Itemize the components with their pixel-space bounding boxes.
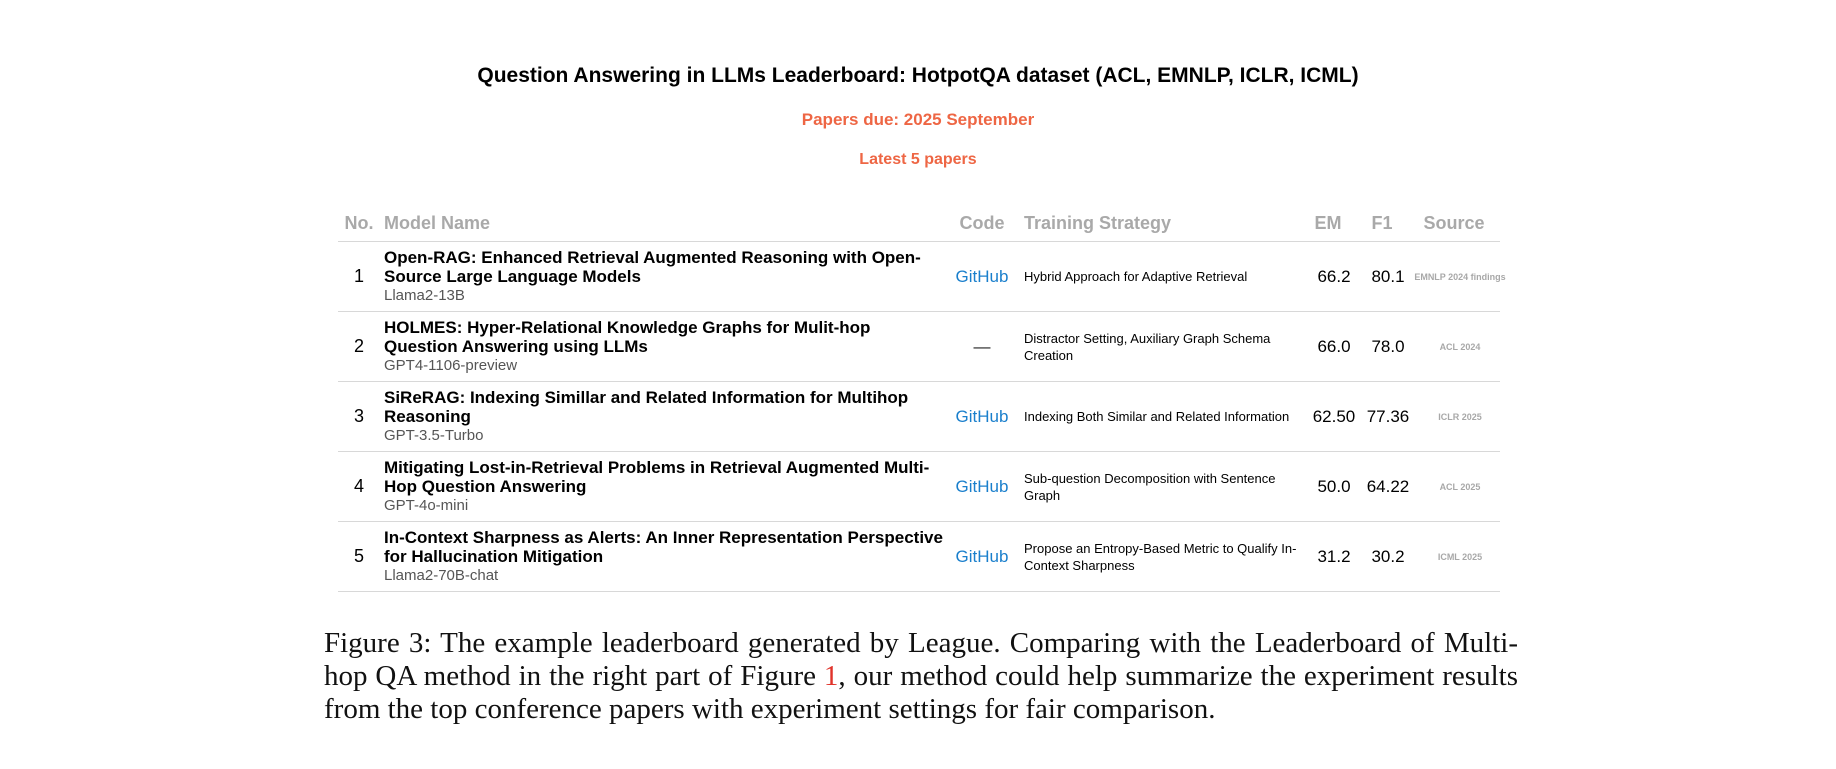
model-cell <box>380 528 944 585</box>
latest-papers-label: Latest 5 papers <box>859 151 977 168</box>
table-row <box>338 452 1500 522</box>
model-cell <box>380 318 944 375</box>
source-venue: EMNLP 2024 findings <box>1414 271 1506 282</box>
paper-title: SiReRAG: Indexing Simillar and Related Information for Multihop Reasoning <box>384 388 909 426</box>
leaderboard-title: Question Answering in LLMs Leaderboard: HotpotQA dataset (ACL, EMNLP, ICLR, ICML) <box>477 64 1359 87</box>
em-score: 31.2 <box>1317 546 1351 566</box>
caption-text-end: , our method could help summarize the experiment results from the top conference papers with experiment settings for fair comparison. <box>324 660 1518 725</box>
figure-reference-link[interactable]: 1 <box>823 660 839 692</box>
row-number: 2 <box>353 336 364 356</box>
table-row <box>338 242 1506 312</box>
header-code: Code <box>959 212 1005 233</box>
model-cell <box>380 248 944 305</box>
source-venue: ACL 2025 <box>1439 481 1481 492</box>
paper-title: In-Context Sharpness as Alerts: An Inner Representation Perspective for Hallucination Mitigation <box>384 528 943 566</box>
papers-due-label: Papers due: 2025 September <box>801 110 1035 129</box>
em-score: 62.50 <box>1312 406 1356 426</box>
figure-caption <box>324 627 1518 726</box>
github-link[interactable]: GitHub <box>955 476 1009 496</box>
table-row <box>338 522 1500 592</box>
table-header <box>338 205 1500 242</box>
base-model: GPT-4o-mini <box>384 497 469 514</box>
row-number: 3 <box>353 406 364 426</box>
training-strategy: Propose an Entropy-Based Metric to Qualify In-Context Sharpness <box>1024 540 1297 573</box>
paper-title: HOLMES: Hyper-Relational Knowledge Graphs for Mulit-hop Question Answering using LLMs <box>384 318 871 356</box>
base-model: GPT-3.5-Turbo <box>384 427 484 444</box>
row-number: 5 <box>353 546 364 566</box>
no-code-dash: — <box>973 336 991 356</box>
training-strategy: Distractor Setting, Auxiliary Graph Schema Creation <box>1024 330 1271 363</box>
base-model: Llama2-13B <box>384 287 465 304</box>
em-score: 66.2 <box>1317 266 1351 286</box>
source-venue: ICML 2025 <box>1437 551 1483 562</box>
header-training-strategy: Training Strategy <box>1024 212 1172 233</box>
f1-score: 77.36 <box>1366 406 1410 426</box>
paper-title: Mitigating Lost-in-Retrieval Problems in Retrieval Augmented Multi-Hop Question Answering <box>384 458 930 496</box>
row-number: 1 <box>353 266 364 286</box>
caption-text-start: Figure 3: The example leaderboard generated by League. Comparing with the Leaderboard of Multi-hop QA method in the right part of Figure <box>324 627 1518 692</box>
training-strategy: Hybrid Approach for Adaptive Retrieval <box>1024 269 1248 284</box>
github-link[interactable]: GitHub <box>955 406 1009 426</box>
model-cell <box>380 458 944 515</box>
header-no: No. <box>344 212 374 233</box>
em-score: 50.0 <box>1317 476 1351 496</box>
source-venue: ACL 2024 <box>1439 341 1481 352</box>
header-em: EM <box>1314 212 1342 233</box>
table-row <box>338 312 1500 382</box>
leaderboard-table <box>338 205 1506 592</box>
f1-score: 30.2 <box>1371 546 1405 566</box>
header-source: Source <box>1423 212 1485 233</box>
github-link[interactable]: GitHub <box>955 546 1009 566</box>
header-f1: F1 <box>1371 212 1393 233</box>
base-model: GPT4-1106-preview <box>384 357 518 374</box>
github-link[interactable]: GitHub <box>955 266 1009 286</box>
header-model-name: Model Name <box>384 212 491 233</box>
em-score: 66.0 <box>1317 336 1351 356</box>
f1-score: 80.1 <box>1371 266 1405 286</box>
training-strategy: Indexing Both Similar and Related Information <box>1024 409 1290 424</box>
f1-score: 64.22 <box>1366 476 1410 496</box>
row-number: 4 <box>353 476 364 496</box>
training-strategy: Sub-question Decomposition with Sentence Graph <box>1024 470 1276 503</box>
base-model: Llama2-70B-chat <box>384 567 499 584</box>
source-venue: ICLR 2025 <box>1438 411 1482 422</box>
model-cell <box>380 388 944 445</box>
f1-score: 78.0 <box>1371 336 1405 356</box>
paper-title: Open-RAG: Enhanced Retrieval Augmented Reasoning with Open-Source Large Language Models <box>384 248 921 286</box>
table-row <box>338 382 1500 452</box>
